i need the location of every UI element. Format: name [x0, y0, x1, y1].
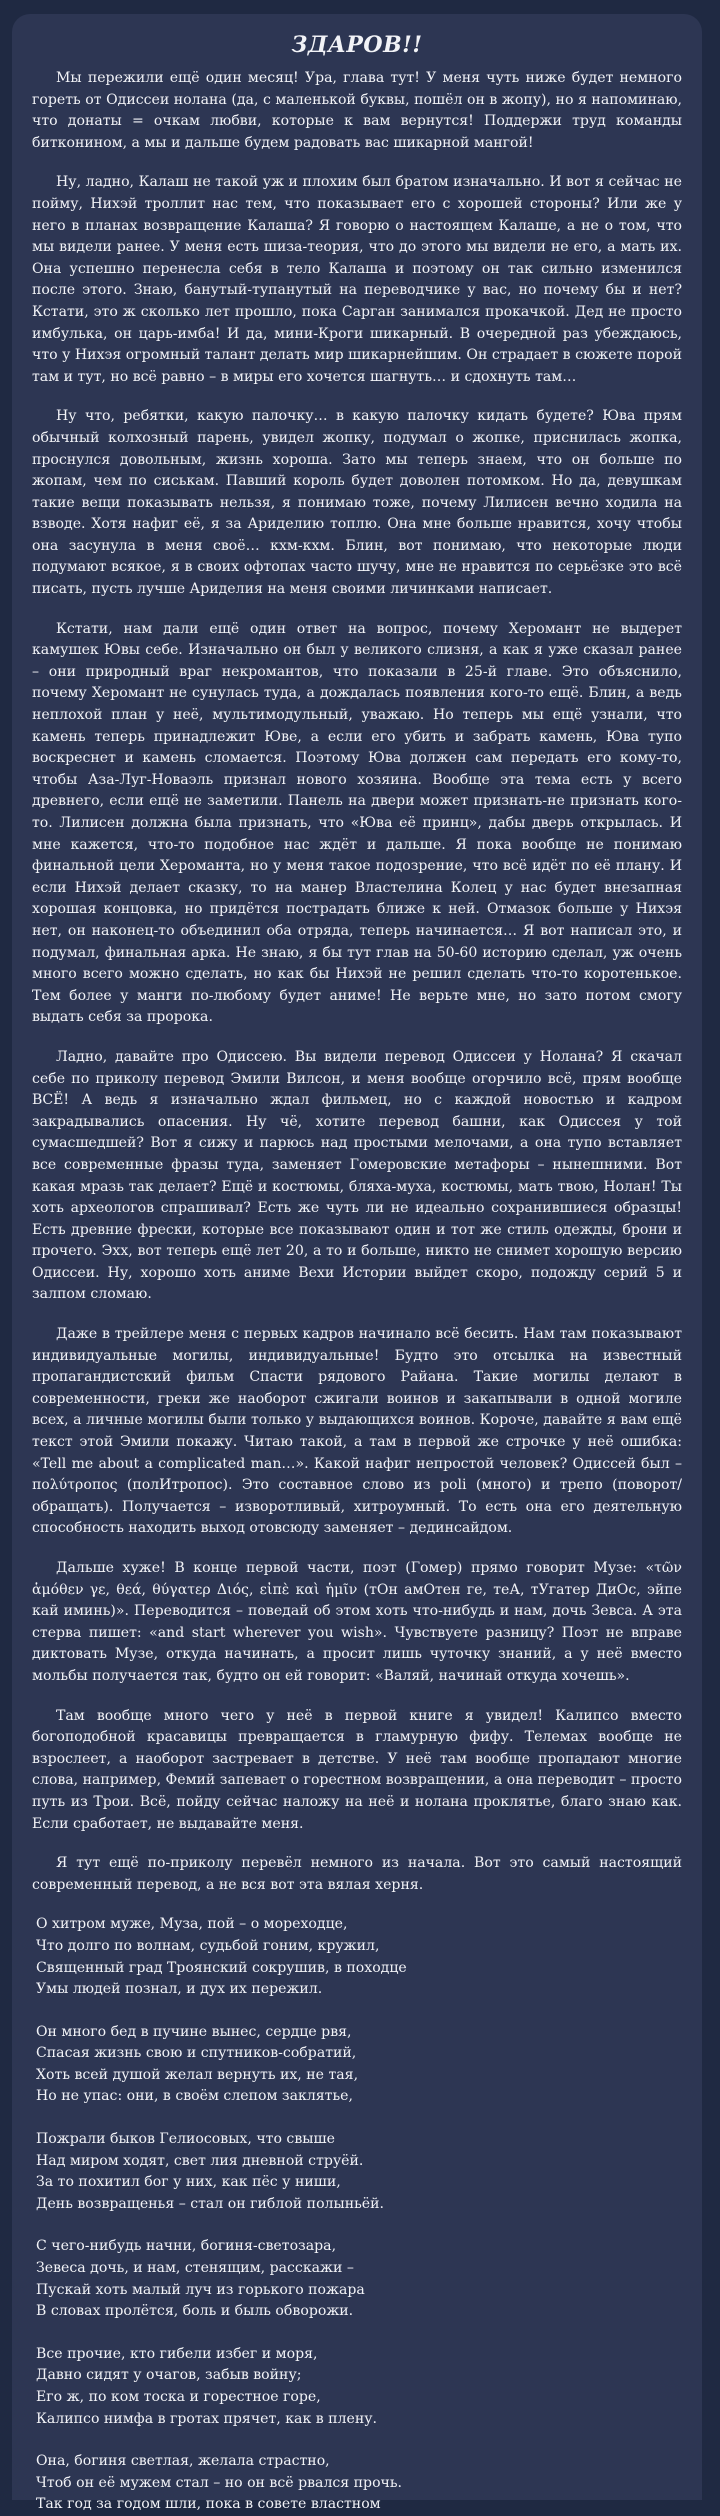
- poem-line: Его ж, по ком тоска и горестное горе,: [36, 2389, 321, 2405]
- poem-line: Но не упас: они, в своём слепом заклятье,: [36, 2088, 353, 2105]
- paragraph: Я тут ещё по-приколу перевёл немного из начала. Вот это самый настоящий современный перевод, а не вся вот эта вялая херня.: [32, 1855, 682, 1893]
- poem-line: Зевеса дочь, и нам, стенящим, расскажи –: [36, 2260, 354, 2277]
- poem-line: Он много бед в пучине вынес, сердце рвя,: [36, 2023, 352, 2040]
- poem-line: О хитром муже, Муза, пой – о мореходце,: [36, 1916, 348, 1933]
- poem-stanza: [36, 2022, 682, 2108]
- poem-line: Так год за годом шли, пока в совете властном: [36, 2496, 381, 2513]
- poem-stanza: [36, 2236, 682, 2322]
- poem-stanza: [36, 1914, 682, 2000]
- poem-line: Хоть всей душой желал вернуть их, не тая,: [36, 2066, 359, 2083]
- poem-line: Чтоб он её мужем стал – но он всё рвался прочь.: [36, 2474, 403, 2491]
- poem: [36, 1914, 682, 2516]
- poem-line: День возвращенья – стал он гиблой полыньёй.: [36, 2195, 385, 2212]
- poem-stanza: [36, 2129, 682, 2215]
- poem-line: С чего-нибудь начни, богиня-светозара,: [36, 2238, 337, 2255]
- poem-line: За то похитил бог у них, как пёс у ниши,: [36, 2174, 341, 2191]
- poem-line: Пожрали быков Гелиосовых, что свыше: [36, 2131, 335, 2148]
- poem-line: Все прочие, кто гибели избег и моря,: [36, 2345, 318, 2362]
- paragraph: Дальше хуже! В конце первой части, поэт (Гомер) прямо говорит Музе: «τῶν ἁμόθεν γε, θεά, θύγατερ Διός, εἰπὲ καὶ ἡμῖν (тОн амОтен ге, теА, тУгатер ДиОс, эйпе кай иминь)». Переводится – поведай об этом хоть что-нибудь и нам, дочь Зевса. А эта стерва пишет: «and start wherever you wish». Чувствуете разницу? Поэт не вправе диктовать Музе, откуда начинать, а просит лишь чуточку знаний, а у неё вместо мольбы получается так, будто он ей говорит: «Валяй, начинай откуда хочешь».: [32, 1560, 682, 1684]
- poem-stanza: [36, 2344, 682, 2430]
- text-panel: [12, 14, 702, 2513]
- paragraph: Ну, ладно, Калаш не такой уж и плохим был братом изначально. И вот я сейчас не пойму, Нихэй троллит нас тем, что показывает его с хорошей стороны? Или же у него в планах возвращение Калаша? Я говорю о настоящем Калаше, а не о том, что мы видели ранее. У меня есть шиза-теория, что до этого мы видели не его, а мать их. Она успешно перенесла себя в тело Калаша и поэтому он так сильно изменился после этого. Знаю, банутый-тупанутый на переводчике у вас, но почему бы и нет? Кстати, это ж сколько лет прошло, пока Сарган занимался прокачкой. Дед не просто имбулька, он царь-имба! И да, мини-Кроги шикарный. В очередной раз убеждаюсь, что у Нихэя огромный талант делать мир шикарнейшим. Он страдает в сюжете порой там и тут, но всё равно – в миры его хочется шагнуть… и сдохнуть там…: [32, 174, 682, 385]
- paragraph: Мы пережили ещё один месяц! Ура, глава тут! У меня чуть ниже будет немного гореть от Одиссеи нолана (да, с маленькой буквы, пошёл он в жопу), но я напоминаю, что донаты = очкам любви, которые к вам вернутся! Поддержи труд команды битконином, а мы и дальше будем радовать вас шикарной мангой!: [32, 70, 682, 151]
- poem-line: Калипсо нимфа в гротах прячет, как в плену.: [36, 2410, 377, 2427]
- paragraph: Там вообще много чего у неё в первой книге я увидел! Калипсо вместо богоподобной красавицы превращается в гламурную фифу. Телемах вообще не взрослеет, а наоборот застревает в детстве. У неё там вообще пропадают многие слова, например, Фемий запевает о горестном возвращении, а она переводит – просто путь из Трои. Всё, пойду сейчас наложу на неё и нолана проклятье, благо знаю как. Если сработает, не выдавайте меня.: [32, 1707, 682, 1832]
- poem-line: Над миром ходят, свет лия дневной струёй.: [36, 2152, 364, 2169]
- poem-line: Пускай хоть малый луч из горького пожара: [36, 2281, 365, 2298]
- poem-line: Священный град Троянский сокрушив, в походце: [36, 1959, 407, 1976]
- poem-line: В словах пролётся, боль и быль обворожи.: [36, 2303, 354, 2320]
- paragraph: Даже в трейлере меня с первых кадров начинало всё бесить. Нам там показывают индивидуальные могилы, индивидуальные! Будто это отсылка на известный пропагандистский фильм Спасти рядового Райана. Такие могилы делают в современности, греки же наоборот сжигали воинов и закапывали в одной могиле всех, а личные могилы были только у выдающихся воинов. Короче, давайте я вам ещё текст этой Эмили покажу. Читаю такой, а там в первой же строчке у неё ошибка: «Tell me about a complicated man…». Какой нафиг непростой человек? Одиссей был – πολύτροπος (полИтропос). Это составное слово из poli (много) и трепо (поворот/обращать). Получается – изворотливый, хитроумный. То есть она его деятельную способность находить выход отовсюду заменяет – дединсайдом.: [32, 1326, 682, 1537]
- paragraph: Кстати, нам дали ещё один ответ на вопрос, почему Херомант не выдерет камушек Ювы себе. Изначально он был у великого слизня, а как я уже сказал ранее – они природный враг некромантов, что показали в 25-й главе. Это объяснило, почему Херомант не сунулась туда, а дождалась появления кого-то ещё. Блин, а ведь неплохой план у неё, мультимодульный, уважаю. Но теперь мы ещё узнали, что камень теперь принадлежит Юве, а если его убить и забрать камень, Юва тупо воскреснет и камень сломается. Поэтому Юва должен сам передать его кому-то, чтобы Аза-Луг-Новаэль признал нового хозяина. Вообще эта тема есть у всего древнего, если ещё не заметили. Панель на двери может признать-не признать кого-то. Лилисен должна была признать, что «Юва её принц», дабы дверь открылась. И мне кажется, что-то подобное нас ждёт и дальше. Я пока вообще не понимаю финальной цели Херомантa, но у меня такое подозрение, что всё идёт по её плану. И если Нихэй делает сказку, то на манер Властелина Колец у нас будет внезапная хорошая концовка, но придётся пострадать ближе к ней. Отмазок больше у Нихэя нет, он наконец-то объединил оба отряда, теперь начинается… Я вот написал это, и подумал, финальная арка. Не знаю, я бы тут глав на 50-60 историю сделал, уж очень много всего можно сделать, но как бы Нихэй не решил сделать что-то коротенькое. Тем более у манги по-любому будет аниме! Не верьте мне, но зато потом смогу выдать себя за пророка.: [32, 620, 682, 1026]
- poem-line: Спасая жизнь свою и спутников-собратий,: [36, 2045, 357, 2062]
- paragraph: Ну что, ребятки, какую палочку… в какую палочку кидать будете? Юва прям обычный колхозный парень, увидел жопку, подумал о жопке, приснилась жопка, проснулся довольным, жизнь хороша. Зато мы теперь знаем, что он больше по жопам, чем по сиськам. Павший король будет доволен потомком. Но да, девушкам такие вещи показывать нельзя, я понимаю тоже, почему Лилисен вечно ходила на взводе. Хотя нафиг её, я за Ариделию топлю. Она мне больше нравится, хочу чтобы она засунула в меня своё… кхм-кхм. Блин, вот понимаю, что некоторые люди подумают всякое, я в своих офтопах часто шучу, мне не нравится по серьёзке это всё писать, пусть лучше Ариделия на меня своими личинками написает.: [32, 408, 682, 598]
- poem-line: Она, богиня светлая, желала страстно,: [36, 2453, 330, 2470]
- poem-line: Давно сидят у очагов, забыв войну;: [36, 2367, 302, 2384]
- page-title: ЗДАРОВ!!: [291, 32, 423, 58]
- poem-line: Умы людей познал, и дух их пережил.: [36, 1981, 323, 1998]
- paragraph: Ладно, давайте про Одиссею. Вы видели перевод Одиссеи у Нолана? Я скачал себе по приколу перевод Эмили Вилсон, и меня вообще огорчило всё, прям вообще ВСЁ! А ведь я изначально ждал фильмец, но с каждой новостью и кадром закрадывались опасения. Ну чё, хотите перевод башни, как Одиссея у той сумасшедшей? Вот я сижу и парюсь над простыми мелочами, а она тупо вставляет все современные фразы туда, заменяет Гомеровские метафоры – нынешними. Вот какая мразь так делает? Ещё и костюмы, бляха-муха, костюмы, мать твою, Нолан! Ты хоть археологов спрашивал? Есть же чуть ли не идеально сохранившиеся образцы! Есть древние фрески, которые все показывают один и тот же стиль одежды, брони и прочего. Эхх, вот теперь ещё лет 20, а то и больше, никто не снимет хорошую версию Одиссеи. Ну, хорошо хоть аниме Вехи Истории выйдет скоро, подожду серий 5 и залпом сломаю.: [32, 1048, 682, 1303]
- poem-line: Что долго по волнам, судьбой гоним, кружил,: [36, 1937, 380, 1954]
- poem-stanza: [36, 2451, 682, 2516]
